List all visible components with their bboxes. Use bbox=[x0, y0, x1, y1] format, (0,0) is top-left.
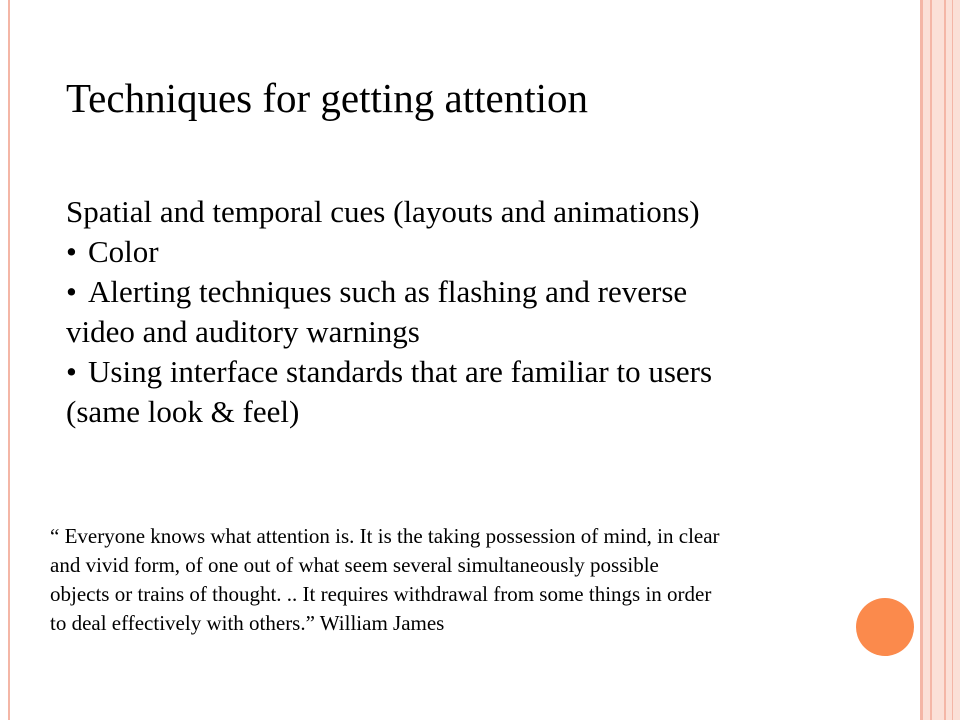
quote-block bbox=[50, 522, 910, 638]
right-stripe bbox=[930, 0, 932, 720]
bullet-continuation: video and auditory warnings bbox=[66, 314, 420, 349]
bullet-continuation: (same look & feel) bbox=[66, 394, 300, 429]
left-border-line bbox=[8, 0, 10, 720]
bullet-item bbox=[66, 352, 866, 392]
right-decorative-band bbox=[920, 0, 960, 720]
quote-line: “ Everyone knows what attention is. It is the taking possession of mind, in clear bbox=[50, 524, 720, 548]
slide-body bbox=[66, 192, 866, 432]
bullet-item bbox=[66, 272, 866, 312]
quote-line: objects or trains of thought. .. It requires withdrawal from some things in order bbox=[50, 582, 712, 606]
bullet-text: Using interface standards that are familiar to users bbox=[88, 354, 713, 389]
right-stripe bbox=[920, 0, 923, 720]
bullet-icon: • bbox=[66, 234, 77, 269]
bullet-text: Color bbox=[88, 234, 159, 269]
slide-title: Techniques for getting attention bbox=[66, 75, 589, 121]
orange-circle-decoration bbox=[856, 598, 914, 656]
quote-line: and vivid form, of one out of what seem several simultaneously possible bbox=[50, 553, 659, 577]
bullet-icon: • bbox=[66, 274, 77, 309]
intro-line: Spatial and temporal cues (layouts and animations) bbox=[66, 194, 700, 229]
bullet-text: Alerting techniques such as flashing and reverse bbox=[88, 274, 688, 309]
right-stripe bbox=[952, 0, 953, 720]
bullet-item bbox=[66, 232, 866, 272]
bullet-icon: • bbox=[66, 354, 77, 389]
right-stripe bbox=[944, 0, 946, 720]
quote-line: to deal effectively with others.” William James bbox=[50, 611, 445, 635]
